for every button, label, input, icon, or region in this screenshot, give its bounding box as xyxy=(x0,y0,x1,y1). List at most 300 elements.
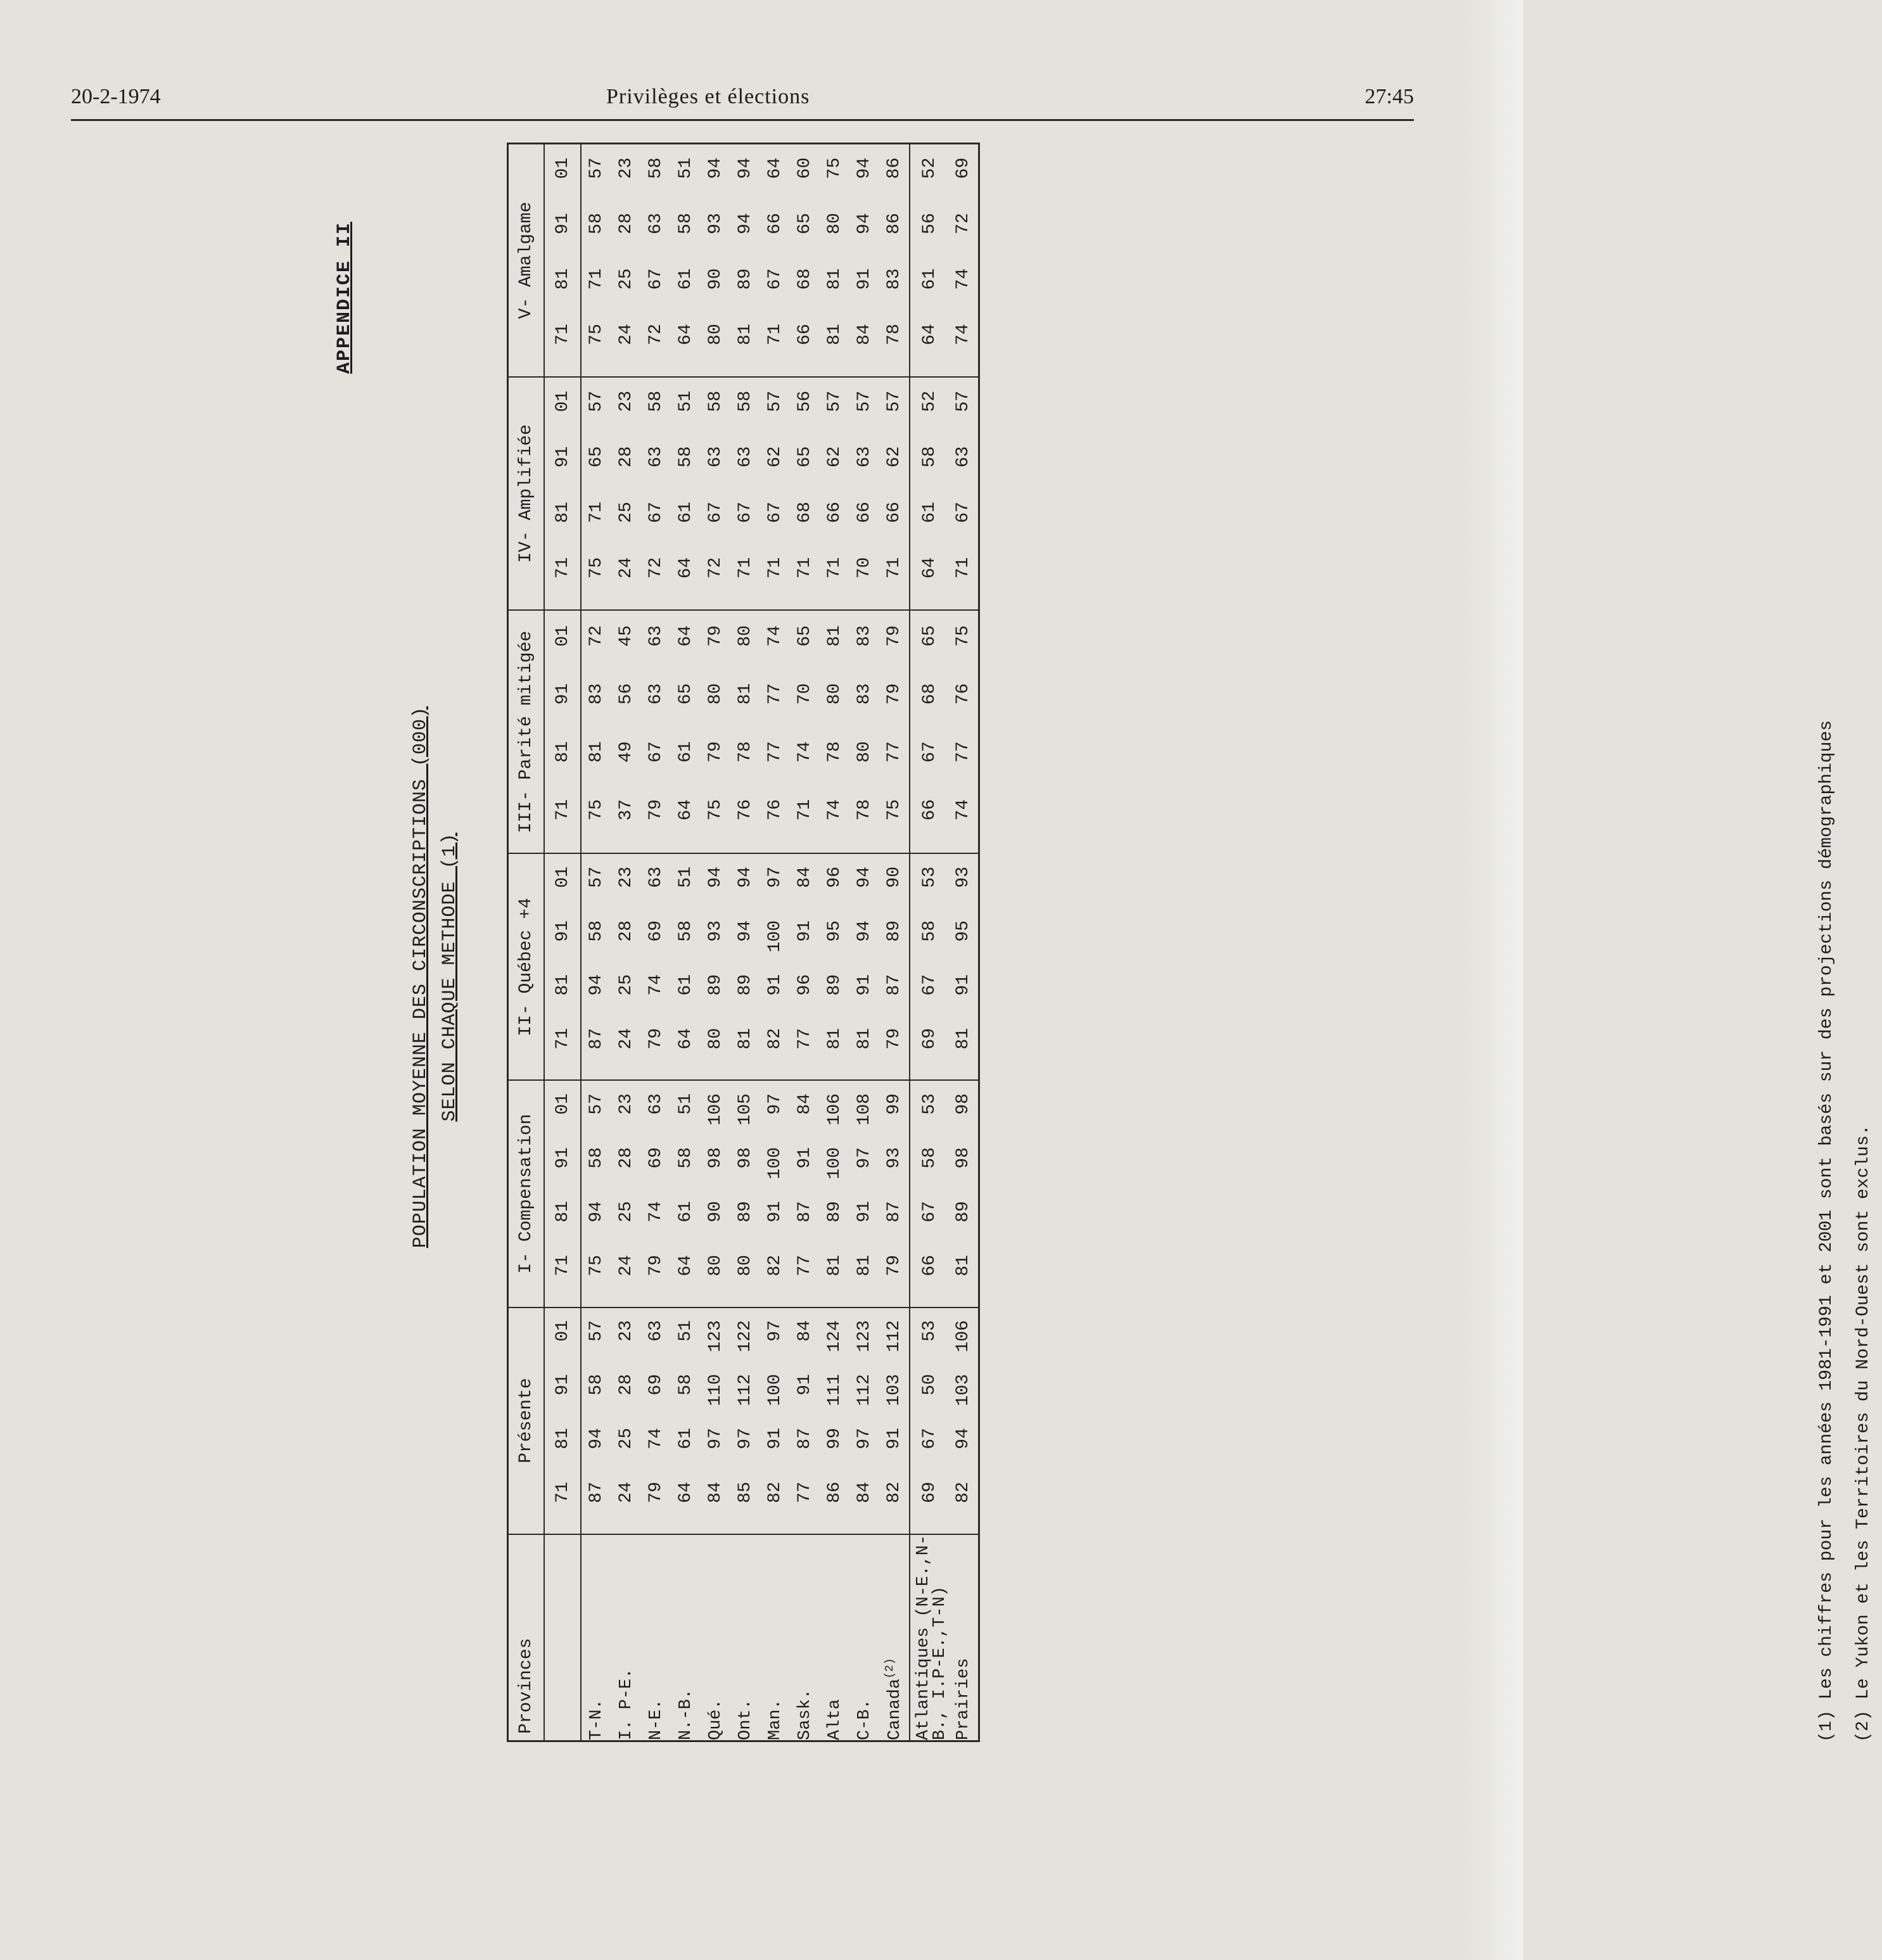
year-label: 71 xyxy=(552,1255,573,1276)
value-group-cell xyxy=(948,853,979,1080)
value-cell: 100 xyxy=(765,1147,785,1180)
value-cell: 89 xyxy=(706,974,725,996)
value-cell: 64 xyxy=(765,157,785,179)
province-cell xyxy=(730,1534,760,1741)
value-cell: 25 xyxy=(616,1201,636,1223)
value-cell: 81 xyxy=(587,741,606,763)
value-cell: 106 xyxy=(825,1093,844,1126)
year-label: 71 xyxy=(552,557,573,579)
value-cell: 84 xyxy=(855,1482,874,1503)
value-cell: 82 xyxy=(765,1482,785,1503)
value-cell: 81 xyxy=(825,324,844,345)
value-cell: 71 xyxy=(953,557,973,579)
value-cell: 58 xyxy=(646,390,666,412)
value-cell: 89 xyxy=(825,1201,844,1223)
value-cell: 72 xyxy=(706,557,725,579)
value-cell: 58 xyxy=(919,1147,939,1169)
value-cell: 111 xyxy=(825,1374,844,1406)
table-row xyxy=(910,144,948,1741)
value-cell: 67 xyxy=(646,268,666,290)
value-cell: 57 xyxy=(587,157,606,179)
value-group-cell xyxy=(849,377,879,610)
value-cell: 91 xyxy=(884,1428,904,1449)
value-cell: 80 xyxy=(706,1028,725,1050)
value-cell: 63 xyxy=(646,446,666,468)
year-label: 91 xyxy=(552,446,573,468)
value-cell: 94 xyxy=(855,920,874,942)
value-cell: 81 xyxy=(735,1028,755,1050)
value-group-cell xyxy=(701,1080,730,1307)
value-cell: 81 xyxy=(953,1255,973,1276)
year-header-cell xyxy=(544,377,581,610)
value-group-cell xyxy=(701,610,730,853)
value-group-cell xyxy=(671,853,701,1080)
value-cell: 80 xyxy=(735,1255,755,1276)
value-cell: 69 xyxy=(919,1028,939,1050)
value-group-cell xyxy=(581,853,611,1080)
value-cell: 94 xyxy=(587,1428,606,1449)
value-cell: 64 xyxy=(676,324,696,345)
value-cell: 89 xyxy=(735,268,755,290)
province-name: N-E. xyxy=(646,1699,666,1740)
value-cell: 75 xyxy=(587,557,606,579)
value-cell: 74 xyxy=(646,974,666,996)
value-group-cell xyxy=(581,144,611,378)
value-cell: 63 xyxy=(735,446,755,468)
value-group-cell xyxy=(879,853,910,1080)
value-cell: 98 xyxy=(706,1147,725,1169)
table-body xyxy=(581,144,979,1741)
value-cell: 58 xyxy=(587,1147,606,1169)
value-group-cell xyxy=(611,144,641,378)
value-cell: 83 xyxy=(855,683,874,705)
value-group-cell xyxy=(820,1308,849,1534)
value-cell: 89 xyxy=(953,1201,973,1223)
value-cell: 81 xyxy=(825,268,844,290)
value-cell: 91 xyxy=(795,920,815,942)
value-cell: 65 xyxy=(795,213,815,234)
year-label: 91 xyxy=(552,1374,573,1396)
population-table xyxy=(507,143,980,1742)
value-cell: 72 xyxy=(646,557,666,579)
value-cell: 90 xyxy=(706,1201,725,1223)
table-row xyxy=(730,144,760,1741)
value-cell: 76 xyxy=(735,799,755,821)
value-cell: 91 xyxy=(765,974,785,996)
value-cell: 75 xyxy=(587,324,606,345)
value-group-cell xyxy=(910,610,948,853)
value-cell: 67 xyxy=(919,974,939,996)
value-group-cell xyxy=(879,610,910,853)
value-cell: 60 xyxy=(795,157,815,179)
value-cell: 87 xyxy=(587,1028,606,1050)
value-cell: 62 xyxy=(884,446,904,468)
value-cell: 71 xyxy=(765,557,785,579)
footnotes xyxy=(1809,158,1882,1742)
year-header-cell xyxy=(544,1080,581,1307)
value-cell: 74 xyxy=(953,268,973,290)
value-cell: 74 xyxy=(953,324,973,345)
province-cell xyxy=(879,1534,910,1741)
value-cell: 78 xyxy=(855,799,874,821)
value-cell: 86 xyxy=(884,213,904,234)
value-cell: 77 xyxy=(884,741,904,763)
value-cell: 68 xyxy=(795,268,815,290)
value-cell: 65 xyxy=(795,625,815,647)
page-edge-shadow xyxy=(1466,0,1523,1960)
value-cell: 79 xyxy=(706,741,725,763)
value-cell: 81 xyxy=(825,1028,844,1050)
province-name: N.-B. xyxy=(676,1688,696,1740)
value-cell: 63 xyxy=(855,446,874,468)
value-cell: 68 xyxy=(919,683,939,705)
value-cell: 61 xyxy=(676,502,696,523)
year-label: 01 xyxy=(552,866,573,888)
value-cell: 77 xyxy=(795,1255,815,1276)
value-cell: 89 xyxy=(735,974,755,996)
value-cell: 61 xyxy=(676,268,696,290)
value-cell: 79 xyxy=(884,1255,904,1276)
value-cell: 63 xyxy=(646,213,666,234)
province-cell xyxy=(849,1534,879,1741)
year-label: 81 xyxy=(552,974,573,996)
value-cell: 94 xyxy=(735,157,755,179)
value-cell: 77 xyxy=(795,1482,815,1503)
value-cell: 63 xyxy=(646,866,666,888)
value-cell: 106 xyxy=(706,1093,725,1126)
header-title: Privilèges et élections xyxy=(606,85,810,108)
value-cell: 110 xyxy=(706,1374,725,1406)
value-cell: 86 xyxy=(825,1482,844,1503)
province-name: Atlantiques (N-E.,N-B., I.P-E.,T-N) xyxy=(914,1534,950,1740)
value-cell: 98 xyxy=(953,1147,973,1169)
value-cell: 95 xyxy=(825,920,844,942)
value-cell: 80 xyxy=(706,1255,725,1276)
value-cell: 63 xyxy=(646,625,666,647)
value-cell: 28 xyxy=(616,1147,636,1169)
value-cell: 95 xyxy=(953,920,973,942)
value-cell: 56 xyxy=(795,390,815,412)
value-cell: 86 xyxy=(884,157,904,179)
value-cell: 51 xyxy=(676,866,696,888)
value-cell: 79 xyxy=(646,1255,666,1276)
value-cell: 94 xyxy=(855,866,874,888)
value-cell: 79 xyxy=(646,1028,666,1050)
value-cell: 28 xyxy=(616,213,636,234)
column-group-header: Présente xyxy=(508,1308,545,1534)
value-group-cell xyxy=(581,610,611,853)
value-group-cell xyxy=(849,1080,879,1307)
value-group-cell xyxy=(611,1308,641,1534)
value-group-cell xyxy=(910,144,948,378)
value-cell: 71 xyxy=(587,502,606,523)
value-cell: 79 xyxy=(706,625,725,647)
value-group-cell xyxy=(611,853,641,1080)
value-cell: 57 xyxy=(587,1093,606,1115)
value-cell: 91 xyxy=(795,1374,815,1396)
value-group-cell xyxy=(760,853,790,1080)
value-cell: 61 xyxy=(919,502,939,523)
table-row xyxy=(820,144,849,1741)
value-cell: 79 xyxy=(646,1482,666,1503)
province-cell xyxy=(611,1534,641,1741)
province-name: Prairies xyxy=(953,1658,973,1740)
value-cell: 66 xyxy=(795,324,815,345)
value-cell: 94 xyxy=(855,157,874,179)
table-row xyxy=(701,144,730,1741)
value-cell: 66 xyxy=(825,502,844,523)
value-cell: 57 xyxy=(884,390,904,412)
column-group-header: IV- Amplifiée xyxy=(508,377,545,610)
value-cell: 96 xyxy=(825,866,844,888)
value-cell: 56 xyxy=(616,683,636,705)
value-cell: 84 xyxy=(706,1482,725,1503)
province-name: Qué. xyxy=(706,1699,725,1740)
value-cell: 87 xyxy=(795,1201,815,1223)
appendix-label: APPENDICE II xyxy=(334,221,355,374)
value-group-cell xyxy=(760,377,790,610)
value-group-cell xyxy=(820,1080,849,1307)
value-cell: 52 xyxy=(919,157,939,179)
value-group-cell xyxy=(790,853,820,1080)
value-cell: 81 xyxy=(735,683,755,705)
year-label: 91 xyxy=(552,1147,573,1169)
value-cell: 69 xyxy=(919,1482,939,1503)
value-cell: 93 xyxy=(953,866,973,888)
value-group-cell xyxy=(790,610,820,853)
value-cell: 72 xyxy=(587,625,606,647)
province-cell xyxy=(790,1534,820,1741)
value-cell: 51 xyxy=(676,1320,696,1342)
value-cell: 87 xyxy=(884,1201,904,1223)
value-cell: 49 xyxy=(616,741,636,763)
value-cell: 98 xyxy=(953,1093,973,1115)
value-group-cell xyxy=(581,377,611,610)
value-cell: 66 xyxy=(919,799,939,821)
value-cell: 90 xyxy=(706,268,725,290)
value-cell: 100 xyxy=(765,1374,785,1406)
year-header-cell xyxy=(544,144,581,378)
province-cell xyxy=(671,1534,701,1741)
value-cell: 91 xyxy=(855,1201,874,1223)
value-cell: 74 xyxy=(795,741,815,763)
value-cell: 93 xyxy=(706,213,725,234)
value-cell: 77 xyxy=(953,741,973,763)
value-cell: 23 xyxy=(616,1320,636,1342)
value-group-cell xyxy=(760,144,790,378)
value-cell: 66 xyxy=(855,502,874,523)
value-cell: 45 xyxy=(616,625,636,647)
value-cell: 112 xyxy=(735,1374,755,1406)
value-cell: 82 xyxy=(953,1482,973,1503)
year-label: 71 xyxy=(552,324,573,345)
value-cell: 58 xyxy=(587,1374,606,1396)
value-cell: 65 xyxy=(919,625,939,647)
value-group-cell xyxy=(820,610,849,853)
value-cell: 61 xyxy=(676,1428,696,1449)
table-subtitle-text: SELON CHAQUE METHODE (1) xyxy=(439,832,461,1122)
table-row xyxy=(611,144,641,1741)
value-group-cell xyxy=(581,1308,611,1534)
table-row xyxy=(671,144,701,1741)
value-cell: 69 xyxy=(953,157,973,179)
table-row xyxy=(581,144,611,1741)
value-cell: 78 xyxy=(884,324,904,345)
value-group-cell xyxy=(849,1308,879,1534)
value-cell: 80 xyxy=(706,324,725,345)
value-cell: 25 xyxy=(616,268,636,290)
value-cell: 105 xyxy=(735,1093,755,1126)
value-cell: 85 xyxy=(735,1482,755,1503)
value-cell: 100 xyxy=(765,920,785,953)
value-cell: 68 xyxy=(795,502,815,523)
value-cell: 24 xyxy=(616,1255,636,1276)
value-cell: 66 xyxy=(765,213,785,234)
value-group-cell xyxy=(641,377,671,610)
value-cell: 51 xyxy=(676,1093,696,1115)
province-cell xyxy=(641,1534,671,1741)
value-cell: 76 xyxy=(953,683,973,705)
province-cell xyxy=(701,1534,730,1741)
value-cell: 97 xyxy=(765,866,785,888)
year-label: 81 xyxy=(552,502,573,523)
year-header-cell xyxy=(544,853,581,1080)
value-cell: 25 xyxy=(616,502,636,523)
year-header-cell xyxy=(544,610,581,853)
value-cell: 58 xyxy=(919,920,939,942)
value-group-cell xyxy=(760,610,790,853)
province-name: C-B. xyxy=(855,1699,874,1740)
province-cell xyxy=(760,1534,790,1741)
value-cell: 58 xyxy=(919,446,939,468)
value-cell: 122 xyxy=(735,1320,755,1352)
value-cell: 72 xyxy=(953,213,973,234)
value-cell: 57 xyxy=(825,390,844,412)
value-cell: 50 xyxy=(919,1374,939,1396)
table-row xyxy=(790,144,820,1741)
column-group-header: II- Québec +4 xyxy=(508,853,545,1080)
value-cell: 58 xyxy=(676,1147,696,1169)
value-cell: 94 xyxy=(735,920,755,942)
value-group-cell xyxy=(730,610,760,853)
value-cell: 90 xyxy=(884,866,904,888)
value-group-cell xyxy=(879,144,910,378)
value-cell: 23 xyxy=(616,1093,636,1115)
value-cell: 94 xyxy=(706,157,725,179)
value-cell: 63 xyxy=(953,446,973,468)
value-cell: 52 xyxy=(919,390,939,412)
value-cell: 80 xyxy=(825,213,844,234)
value-cell: 84 xyxy=(795,1093,815,1115)
value-cell: 108 xyxy=(855,1093,874,1126)
value-cell: 63 xyxy=(646,1093,666,1115)
value-cell: 93 xyxy=(884,1147,904,1169)
value-cell: 91 xyxy=(855,268,874,290)
value-group-cell xyxy=(910,853,948,1080)
value-cell: 103 xyxy=(953,1374,973,1406)
year-label: 71 xyxy=(552,799,573,821)
province-footnote-marker: (2) xyxy=(884,1658,896,1679)
value-cell: 94 xyxy=(587,974,606,996)
value-cell: 91 xyxy=(953,974,973,996)
column-group-header: III- Parité mitigée xyxy=(508,610,545,853)
value-cell: 58 xyxy=(587,213,606,234)
table-row xyxy=(760,144,790,1741)
value-cell: 64 xyxy=(676,1255,696,1276)
value-cell: 64 xyxy=(676,625,696,647)
value-cell: 25 xyxy=(616,1428,636,1449)
value-cell: 81 xyxy=(855,1028,874,1050)
year-header-empty xyxy=(544,1534,581,1741)
value-cell: 74 xyxy=(953,799,973,821)
value-cell: 87 xyxy=(795,1428,815,1449)
value-cell: 64 xyxy=(676,1028,696,1050)
value-cell: 67 xyxy=(919,741,939,763)
value-cell: 23 xyxy=(616,390,636,412)
value-cell: 97 xyxy=(706,1428,725,1449)
value-group-cell xyxy=(730,144,760,378)
value-group-cell xyxy=(701,377,730,610)
province-name: I. P-E. xyxy=(616,1668,636,1740)
value-group-cell xyxy=(910,377,948,610)
value-cell: 67 xyxy=(953,502,973,523)
value-cell: 80 xyxy=(855,741,874,763)
value-group-cell xyxy=(790,144,820,378)
value-cell: 58 xyxy=(735,390,755,412)
value-cell: 97 xyxy=(765,1320,785,1342)
value-group-cell xyxy=(849,610,879,853)
value-cell: 23 xyxy=(616,866,636,888)
value-cell: 56 xyxy=(919,213,939,234)
table-title xyxy=(410,174,431,1780)
value-cell: 62 xyxy=(825,446,844,468)
value-cell: 93 xyxy=(706,920,725,942)
value-cell: 91 xyxy=(765,1428,785,1449)
value-cell: 64 xyxy=(676,1482,696,1503)
value-group-cell xyxy=(948,610,979,853)
value-group-cell xyxy=(948,1308,979,1534)
value-cell: 53 xyxy=(919,866,939,888)
value-cell: 66 xyxy=(919,1255,939,1276)
value-cell: 63 xyxy=(646,1320,666,1342)
province-cell xyxy=(948,1534,979,1741)
value-cell: 63 xyxy=(646,683,666,705)
value-cell: 100 xyxy=(825,1147,844,1180)
value-cell: 58 xyxy=(676,1374,696,1396)
footnote-1: (1) Les chiffres pour les années 1981-1991 et 2001 sont basés sur des projections démographiques xyxy=(1817,720,1836,1742)
year-label: 01 xyxy=(552,1093,573,1115)
value-group-cell xyxy=(820,377,849,610)
value-group-cell xyxy=(611,610,641,853)
value-cell: 94 xyxy=(735,213,755,234)
value-group-cell xyxy=(910,1080,948,1307)
value-cell: 123 xyxy=(706,1320,725,1352)
value-cell: 67 xyxy=(735,502,755,523)
value-cell: 79 xyxy=(884,683,904,705)
value-cell: 83 xyxy=(884,268,904,290)
value-group-cell xyxy=(641,853,671,1080)
value-group-cell xyxy=(671,377,701,610)
value-group-cell xyxy=(790,1308,820,1534)
value-cell: 81 xyxy=(735,324,755,345)
value-group-cell xyxy=(641,144,671,378)
value-group-cell xyxy=(671,610,701,853)
year-label: 01 xyxy=(552,157,573,179)
value-cell: 81 xyxy=(825,1255,844,1276)
value-cell: 67 xyxy=(765,268,785,290)
value-cell: 57 xyxy=(855,390,874,412)
value-group-cell xyxy=(730,1308,760,1534)
